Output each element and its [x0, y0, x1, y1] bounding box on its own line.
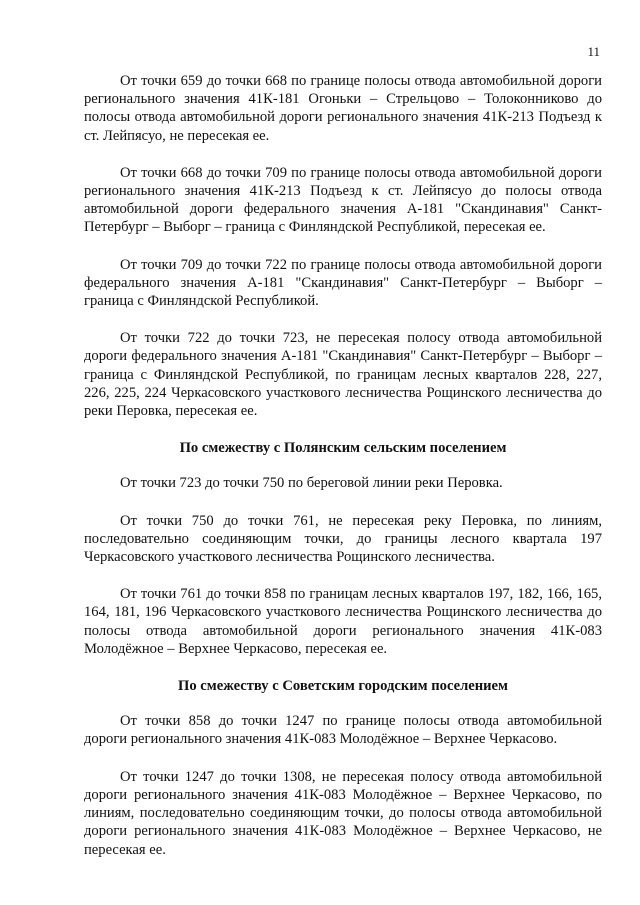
paragraph: От точки 722 до точки 723, не пересекая полосу отвода автомобильной дороги федерального значения А-181 "Скандинавия" Санкт-Петербург – Выборг – граница с Финляндской Республикой, по границам лесных кварталов 228, 227, 226, 225, 224 Черкасовского участкового лесничества Рощинского лесничества до реки Перовка, пересекая ее.: [84, 330, 602, 420]
page-number: 11: [587, 44, 600, 59]
section-heading-polyansky: По смежеству с Полянским сельским поселением: [179, 440, 507, 457]
paragraph: От точки 659 до точки 668 по границе полосы отвода автомобильной дороги регионального значения 41К-181 Огоньки – Стрельцово – Толоконниково до полосы отвода автомобильной дороги регионального значения 41К-213 Подъезд к ст. Лейпясуо, не пересекая ее.: [84, 73, 602, 144]
paragraph: От точки 709 до точки 722 по границе полосы отвода автомобильной дороги федерального значения А-181 "Скандинавия" Санкт-Петербург – Выборг – граница с Финляндской Республикой.: [84, 256, 602, 310]
section-heading-sovetsky: По смежеству с Советским городским поселением: [178, 678, 508, 695]
paragraph: От точки 668 до точки 709 по границе полосы отвода автомобильной дороги регионального значения 41К-213 Подъезд к ст. Лейпясуо до полосы отвода автомобильной дороги федерального значения А-181 "Скандинавия" Санкт-Петербург – Выборг – граница с Финляндской Республикой, пересекая ее.: [84, 164, 602, 236]
paragraph: От точки 761 до точки 858 по границам лесных кварталов 197, 182, 166, 165, 164, 181, 196 Черкасовского участкового лесничества Рощинского лесничества до полосы отвода автомобильной дороги регионального значения 41К-083 Молодёжное – Верхнее Черкасово, пересекая ее.: [84, 586, 602, 657]
paragraph: От точки 723 до точки 750 по береговой линии реки Перовка.: [120, 475, 503, 492]
paragraph: От точки 858 до точки 1247 по границе полосы отвода автомобильной дороги регионального значения 41К-083 Молодёжное – Верхнее Черкасово.: [84, 713, 602, 748]
document-body: [84, 72, 602, 878]
paragraph: От точки 1247 до точки 1308, не пересекая полосу отвода автомобильной дороги регионального значения 41К-083 Молодёжное – Верхнее Черкасово, по линиям, последовательно соединяющим точки, до полосы отвода автомобильной дороги регионального значения 41К-083 Молодёжное – Верхнее Черкасово, не пересекая ее.: [84, 768, 602, 858]
paragraph: От точки 750 до точки 761, не пересекая реку Перовка, по линиям, последовательно соединяющим точки, до границы лесного квартала 197 Черкасовского участкового лесничества Рощинского лесничества.: [84, 512, 602, 566]
